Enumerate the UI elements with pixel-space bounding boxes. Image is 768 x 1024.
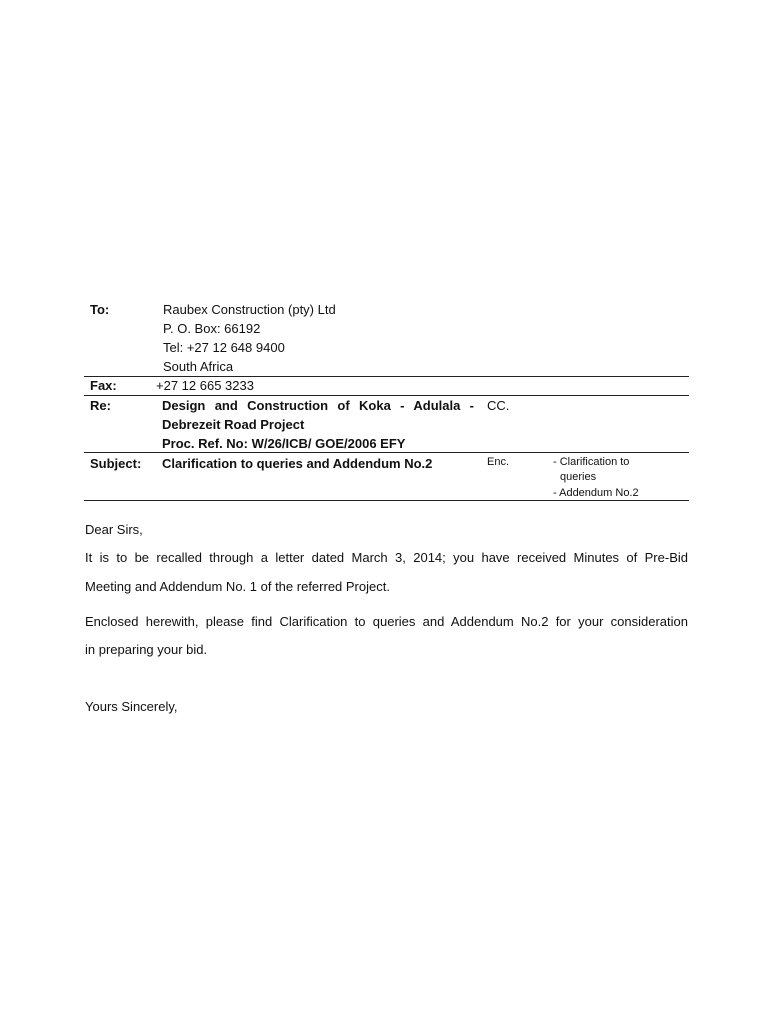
divider-2 [84,395,689,396]
re-line-1: Design and Construction of Koka - Adulala - [162,398,474,413]
subject-label: Subject: [90,456,142,471]
paragraph-2-line-2: in preparing your bid. [85,642,208,657]
to-line-country: South Africa [163,359,234,374]
paragraph-1-line-2: Meeting and Addendum No. 1 of the referred Project. [85,579,390,594]
salutation: Dear Sirs, [85,522,143,537]
closing: Yours Sincerely, [85,699,178,714]
divider-4 [84,500,689,501]
re-line-2: Debrezeit Road Project [162,417,305,432]
enc-label: Enc. [487,456,510,468]
enc-item-1-cont: queries [560,471,597,483]
paragraph-2-line-1: Enclosed herewith, please find Clarification to queries and Addendum No.2 for your consideration [85,614,688,629]
enc-item-2: - Addendum No.2 [553,487,639,499]
enc-item-1: - Clarification to [553,456,630,468]
divider-3 [84,452,689,453]
paragraph-1-line-1: It is to be recalled through a letter dated March 3, 2014; you have received Minutes of Pre-Bid [85,550,688,565]
re-label: Re: [90,398,111,413]
fax-label: Fax: [90,378,117,393]
re-line-3: Proc. Ref. No: W/26/ICB/ GOE/2006 EFY [162,436,406,451]
fax-value: +27 12 665 3233 [156,378,254,393]
to-label: To: [90,302,110,317]
to-line-company: Raubex Construction (pty) Ltd [163,302,336,317]
cc-label: CC. [487,398,510,413]
to-line-tel: Tel: +27 12 648 9400 [163,340,285,355]
to-line-pobox: P. O. Box: 66192 [163,321,261,336]
subject-value: Clarification to queries and Addendum No.2 [162,456,433,471]
divider-1 [84,376,689,377]
